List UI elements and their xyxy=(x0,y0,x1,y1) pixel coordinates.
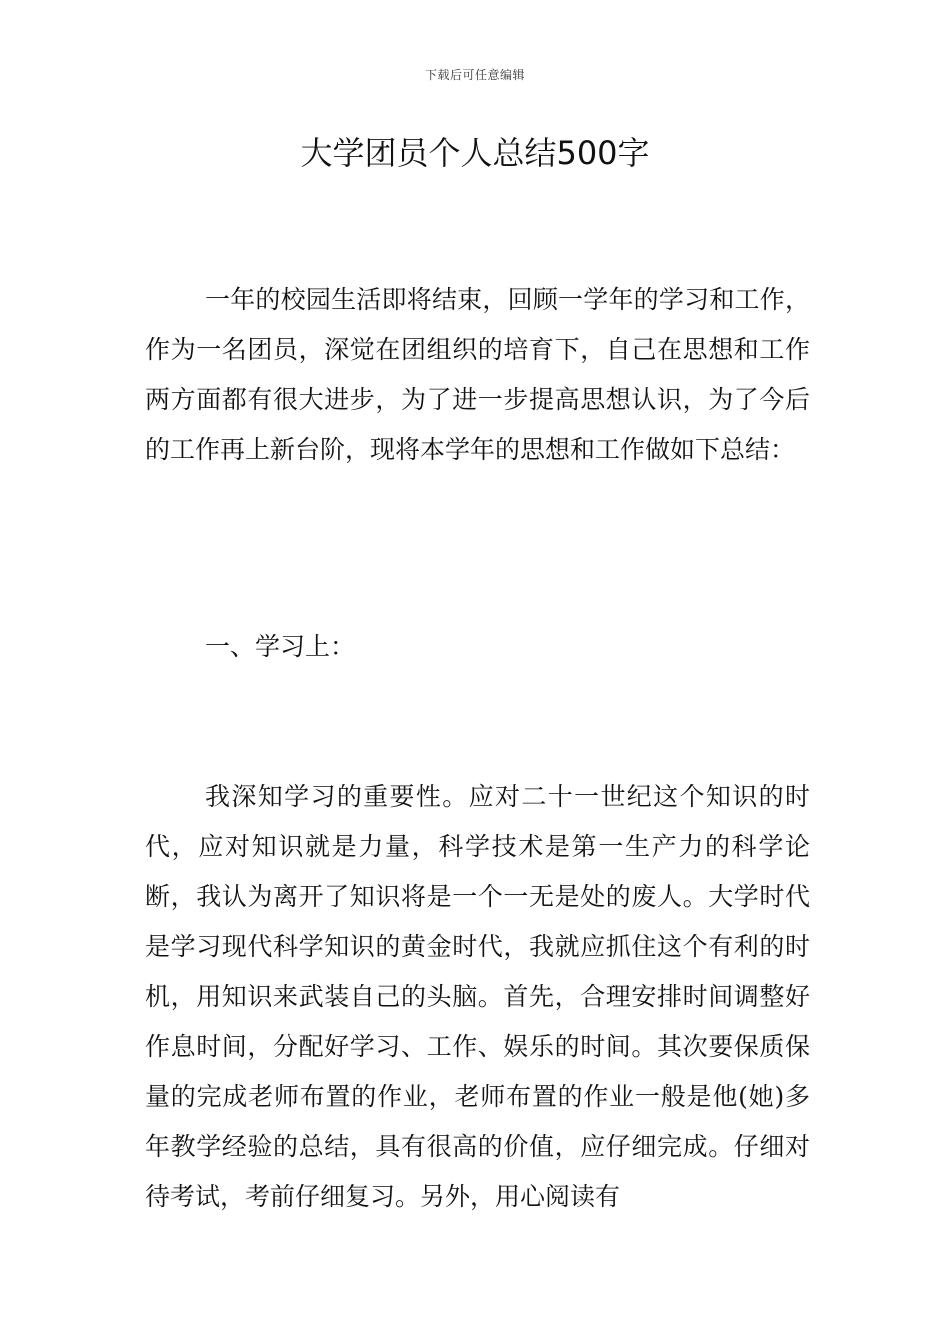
section-heading-study: 一、学习上： xyxy=(205,632,356,661)
study-paragraph: 我深知学习的重要性。应对二十一世纪这个知识的时代，应对知识就是力量，科学技术是第一生产力的科学论断，我认为离开了知识将是一个一无是处的废人。大学时代是学习现代科学知识的黄金时代，我就应抓住这个有利的时机，用知识来武装自己的头脑。首先，合理安排时间调整好作息时间，分配好学习、工作、娱乐的时间。其次要保质保量的完成老师布置的作业，老师布置的作业一般是他(她)多年教学经验的总结，具有很高的价值，应仔细完成。仔细对待考试，考前仔细复习。另外，用心阅读有 xyxy=(145,782,810,1211)
intro-paragraph: 一年的校园生活即将结束，回顾一学年的学习和工作，作为一名团员，深觉在团组织的培育下，自己在思想和工作两方面都有很大进步，为了进一步提高思想认识，为了今后的工作再上新台阶，现将本学年的思想和工作做如下总结： xyxy=(145,285,810,464)
header-note: 下载后可任意编辑 xyxy=(424,68,525,82)
document-title: 大学团员个人总结500字 xyxy=(300,134,650,172)
